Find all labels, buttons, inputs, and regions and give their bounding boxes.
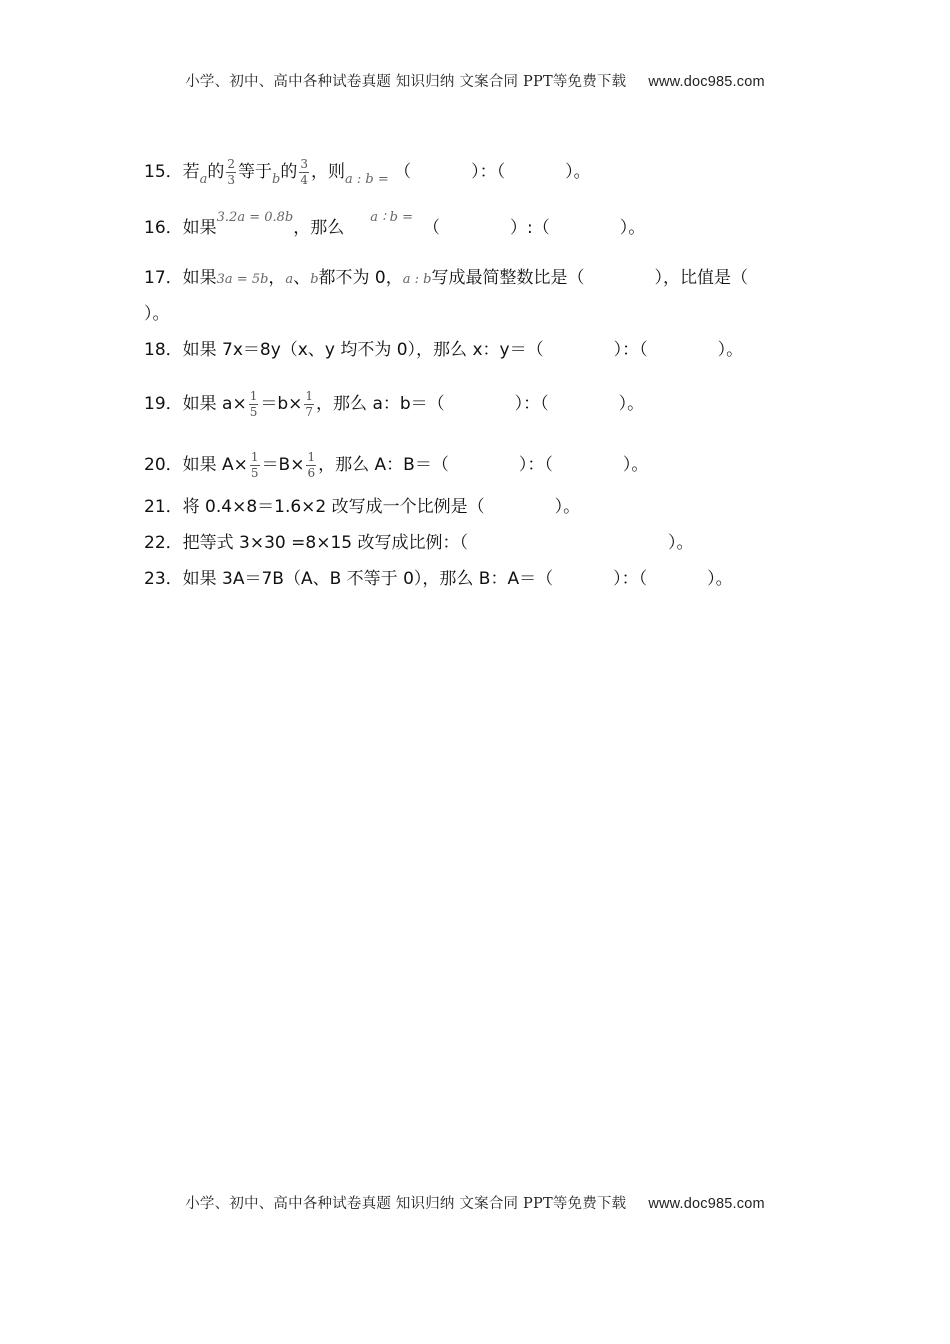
- q23-text: ）。: [707, 569, 733, 589]
- q21-text: ）。: [554, 497, 581, 517]
- math-b: b: [272, 172, 281, 188]
- question-17-continued: [144, 306, 170, 323]
- q16-text: 如果: [182, 218, 217, 238]
- header-text: 小学、初中、高中各种试卷真题 知识归纳 文案合同 PPT等免费下载: [185, 74, 627, 90]
- q22-text: 把等式 3×30 =8×15 改写成比例：（: [182, 533, 468, 553]
- question-15: [144, 158, 591, 186]
- q19-text: ）：（: [514, 394, 549, 415]
- fraction: $\frac{1}{7}$: [305, 389, 314, 419]
- q16-text: ，那么: [293, 218, 345, 238]
- question-21: [144, 499, 580, 516]
- q20-text: ＝B×: [261, 455, 305, 476]
- math-equation: 3a = 5b: [216, 272, 269, 287]
- question-number: 22．: [144, 533, 183, 553]
- q17-text: 写成最简整数比是（: [431, 268, 585, 288]
- q17-text: 、: [293, 268, 311, 288]
- q18-text: 如果 7x＝8y（x、y 均不为 0），那么 x：y＝（: [182, 340, 544, 360]
- math-ratio: a : b =: [345, 172, 389, 188]
- q17-text: 都不为 0，: [318, 268, 403, 288]
- math-ratio: a ∶ b =: [370, 210, 413, 225]
- q17-text: 如果: [182, 268, 217, 288]
- q20-text: ，那么 A：B＝（: [318, 455, 449, 476]
- question-18: [144, 342, 743, 359]
- question-22: [144, 535, 693, 552]
- q17-text: ，: [268, 268, 286, 288]
- q20-text: 如果 A×: [182, 455, 248, 476]
- math-equation: 3.2a = 0.8b: [216, 210, 294, 225]
- question-20: [144, 451, 648, 479]
- footer-text: 小学、初中、高中各种试卷真题 知识归纳 文案合同 PPT等免费下载: [185, 1196, 627, 1212]
- question-19: [144, 390, 644, 418]
- q15-text: ）：（: [471, 162, 506, 183]
- question-number: 15．: [144, 162, 183, 183]
- q19-text: ＝b×: [260, 394, 303, 415]
- footer-url: www.doc985.com: [648, 1196, 765, 1212]
- q20-text: ）：（: [518, 455, 553, 476]
- q15-text: ，则: [311, 162, 346, 183]
- blank-open: （: [422, 218, 440, 238]
- fraction: $\frac{3}{4}$: [300, 157, 309, 187]
- q18-text: ）：（: [613, 340, 648, 360]
- q15-text: 的: [280, 162, 298, 183]
- q16-text: ）。: [619, 218, 646, 238]
- page-header: [0, 70, 950, 91]
- blank-open: （: [394, 162, 412, 183]
- q21-text: 将 0.4×8＝1.6×2 改写成一个比例是（: [182, 497, 485, 517]
- question-number: 19．: [144, 394, 183, 415]
- question-number: 23．: [144, 569, 183, 589]
- fraction: $\frac{2}{3}$: [227, 157, 236, 187]
- q15-text: 的: [207, 162, 225, 183]
- q19-text: ）。: [618, 394, 645, 415]
- question-number: 17．: [144, 268, 183, 288]
- fraction: $\frac{1}{5}$: [249, 389, 258, 419]
- q16-text: ）:（: [509, 218, 550, 238]
- question-16: [144, 210, 646, 238]
- q20-text: ）。: [622, 455, 649, 476]
- question-23: [144, 571, 733, 588]
- question-number: 21．: [144, 497, 183, 517]
- q17-text: ）。: [144, 304, 170, 324]
- q23-text: 如果 3A＝7B（A、B 不等于 0），那么 B：A＝（: [182, 569, 554, 589]
- q15-text: ）。: [565, 162, 591, 183]
- fraction: $\frac{1}{5}$: [250, 450, 259, 480]
- question-number: 20．: [144, 455, 183, 476]
- q15-text: 等于: [238, 162, 273, 183]
- math-a: a: [285, 272, 294, 287]
- q23-text: ）：（: [613, 569, 648, 589]
- question-number: 18．: [144, 340, 183, 360]
- q18-text: ）。: [717, 340, 744, 360]
- fraction: $\frac{1}{6}$: [307, 450, 316, 480]
- q19-text: ，那么 a：b＝（: [316, 394, 445, 415]
- question-number: 16．: [144, 218, 183, 238]
- question-17: [144, 270, 748, 287]
- q15-text: 若: [182, 162, 200, 183]
- math-a: a: [199, 172, 208, 188]
- math-b: b: [310, 272, 319, 287]
- q22-text: ）。: [667, 533, 694, 553]
- page-footer: [0, 1192, 950, 1213]
- q19-text: 如果 a×: [182, 394, 247, 415]
- q17-text: ），比值是（: [654, 268, 748, 288]
- math-ratio: a : b: [402, 272, 432, 287]
- header-url: www.doc985.com: [648, 74, 765, 90]
